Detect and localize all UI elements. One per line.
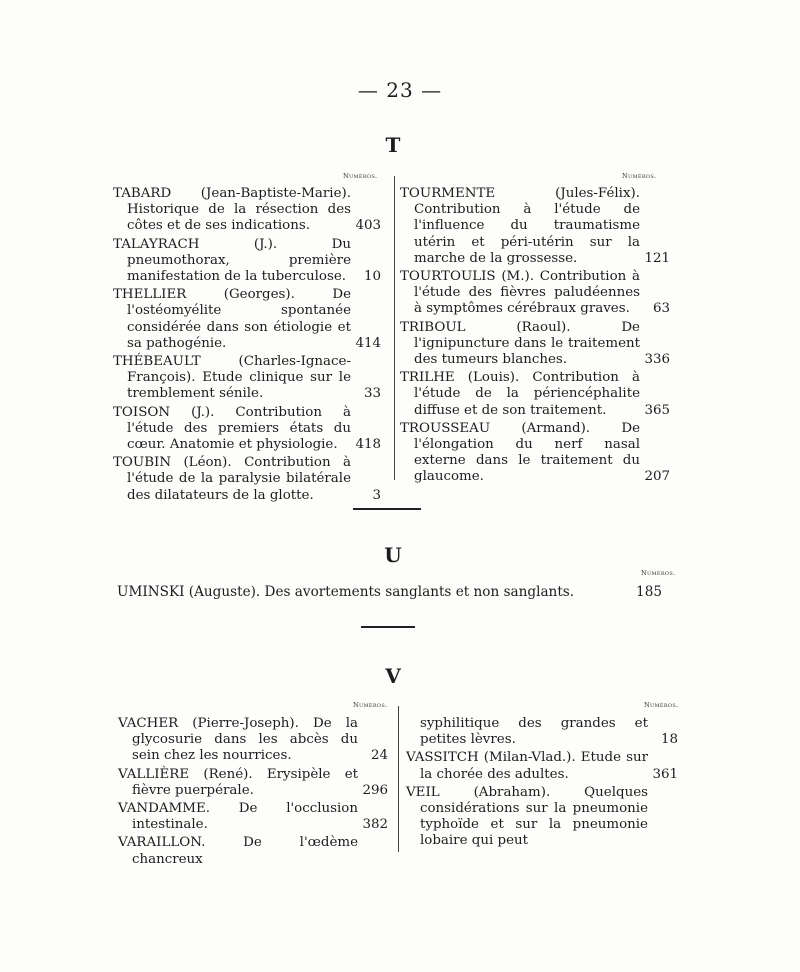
- column-divider-v: [398, 706, 399, 852]
- numeros-header-t-right: Numéros.: [622, 172, 657, 180]
- index-entry: [400, 370, 670, 419]
- index-entry: [400, 421, 670, 486]
- index-entry: [400, 269, 670, 318]
- index-column-t-left: [113, 186, 381, 506]
- index-entry: [406, 785, 678, 850]
- entry-number: 207: [644, 469, 670, 485]
- index-entry: [118, 716, 388, 765]
- index-entry: [400, 320, 670, 369]
- entry-number: 185: [636, 584, 662, 600]
- entry-text: VARAILLON. De l'œdème chancreux: [118, 835, 358, 867]
- entry-text: TALAYRACH (J.). Du pneumothorax, première manifestation de la tuberculose.: [113, 236, 351, 285]
- entry-text: TRILHE (Louis). Contribution à l'étude de la périencéphalite diffuse et de son traitement.: [400, 370, 640, 418]
- entry-text: THÉBEAULT (Charles-Ignace-François). Etude clinique sur le tremblement sénile.: [113, 354, 351, 402]
- index-entry: [113, 354, 381, 403]
- entry-text: syphilitique des grandes et petites lèvres.: [420, 716, 648, 748]
- section-separator-2: [361, 626, 415, 628]
- entry-text: VEIL (Abraham). Quelques considérations sur la pneumonie typhoïde et sur la pneumonie lobaire qui peut: [406, 784, 648, 849]
- entry-text: UMINSKI (Auguste). Des avortements sanglants et non sanglants.: [117, 584, 575, 600]
- section-separator-1: [353, 508, 421, 510]
- entry-number: 418: [355, 437, 381, 453]
- entry-text: TROUSSEAU (Armand). De l'élongation du nerf nasal externe dans le traitement du glaucome.: [400, 420, 640, 485]
- entry-text: TOURTOULIS (M.). Contribution à l'étude des fièvres paludéennes à symptômes cérébraux graves.: [400, 269, 640, 317]
- entry-number: 414: [355, 335, 381, 351]
- index-entry: [406, 750, 678, 782]
- index-column-v-left: [118, 716, 388, 870]
- entry-number: 296: [362, 782, 388, 798]
- index-entry: [118, 801, 388, 833]
- index-entry-uminski: [117, 584, 662, 600]
- numeros-header-u: Numéros.: [641, 569, 676, 577]
- entry-number: 403: [355, 218, 381, 234]
- index-entry: [400, 186, 670, 267]
- entry-text: VASSITCH (Milan-Vlad.). Etude sur la chorée des adultes.: [406, 750, 648, 782]
- section-letter-v: V: [385, 664, 401, 688]
- entry-number: 33: [363, 386, 381, 402]
- index-entry: [113, 405, 381, 454]
- entry-number: 336: [644, 352, 670, 368]
- entry-text: VANDAMME. De l'occlusion intestinale.: [118, 801, 358, 833]
- index-entry: [118, 767, 388, 799]
- entry-text: TRIBOUL (Raoul). De l'ignipuncture dans le traitement des tumeurs blanches.: [400, 319, 640, 368]
- entry-number: 10: [363, 269, 381, 285]
- index-column-t-right: [400, 186, 670, 488]
- section-letter-t: T: [385, 133, 401, 157]
- column-divider-t: [394, 176, 395, 480]
- index-column-v-right: [406, 716, 678, 852]
- numeros-header-v-right: Numéros.: [644, 701, 679, 709]
- entry-text: VACHER (Pierre-Joseph). De la glycosurie dans les abcès du sein chez les nourrices.: [118, 716, 358, 764]
- index-entry: [113, 455, 381, 504]
- entry-text: VALLIÈRE (René). Erysipèle et fièvre puerpérale.: [118, 766, 358, 798]
- entry-number: 3: [372, 487, 381, 503]
- entry-text: TOUBIN (Léon). Contribution à l'étude de la paralysie bilatérale des dilatateurs de la glotte.: [113, 455, 351, 503]
- entry-text: TABARD (Jean-Baptiste-Marie). Historique de la résection des côtes et de ses indications.: [113, 186, 351, 234]
- index-entry: [118, 835, 388, 867]
- index-entry: [406, 716, 678, 748]
- entry-number: 24: [370, 748, 388, 764]
- entry-number: 361: [652, 766, 678, 782]
- entry-number: 18: [660, 732, 678, 748]
- entry-number: 365: [644, 402, 670, 418]
- entry-text: TOISON (J.). Contribution à l'étude des premiers états du cœur. Anatomie et physiologie.: [113, 404, 351, 453]
- page-number: — 23 —: [357, 78, 443, 102]
- entry-number: 63: [652, 301, 670, 317]
- entry-text: TOURMENTE (Jules-Félix). Contribution à l'étude de l'influence du traumatisme utérin et péri-utérin sur la marche de la grossesse.: [400, 186, 640, 266]
- entry-number: 382: [362, 817, 388, 833]
- section-letter-u: U: [384, 543, 402, 567]
- numeros-header-t-left: Numéros.: [343, 172, 378, 180]
- numeros-header-v-left: Numéros.: [353, 701, 388, 709]
- entry-text: THELLIER (Georges). De l'ostéomyélite spontanée considérée dans son étiologie et sa pathogénie.: [113, 287, 351, 351]
- entry-number: 121: [644, 250, 670, 266]
- index-entry: [113, 237, 381, 286]
- index-entry: [113, 287, 381, 352]
- index-entry: [113, 186, 381, 235]
